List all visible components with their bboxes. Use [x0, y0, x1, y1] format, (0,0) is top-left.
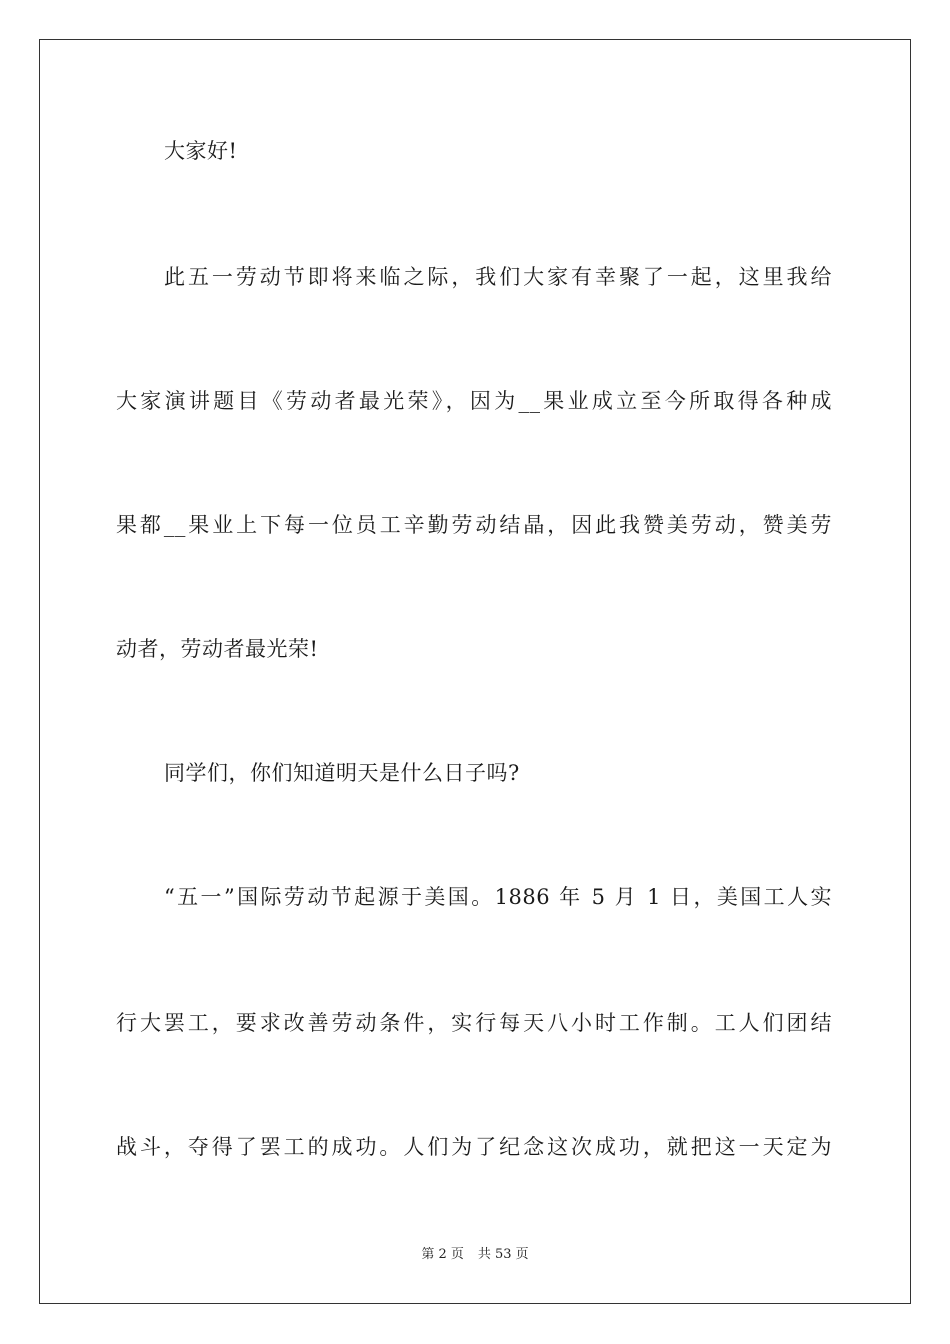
- paragraph-line: 动者，劳动者最光荣!: [116, 637, 319, 661]
- page-border: [39, 39, 911, 1304]
- paragraph-line: “五一”国际劳动节起源于美国。1886 年 5 月 1 日，美国工人实: [164, 885, 832, 909]
- paragraph-line: 战斗，夺得了罢工的成功。人们为了纪念这次成功，就把这一天定为: [116, 1135, 832, 1159]
- page-number: 第 2 页: [421, 1247, 464, 1262]
- greeting-line: 大家好!: [164, 139, 238, 163]
- paragraph-line: 大家演讲题目《劳动者最光荣》，因为__果业成立至今所取得各种成: [116, 389, 832, 413]
- page-total: 共 53 页: [477, 1247, 529, 1262]
- page-footer: [0, 1246, 950, 1264]
- paragraph-line: 行大罢工，要求改善劳动条件，实行每天八小时工作制。工人们团结: [116, 1011, 832, 1035]
- paragraph-line: 同学们，你们知道明天是什么日子吗?: [164, 761, 520, 785]
- paragraph-line: 此五一劳动节即将来临之际，我们大家有幸聚了一起，这里我给: [164, 265, 832, 289]
- paragraph-line: 果都__果业上下每一位员工辛勤劳动结晶，因此我赞美劳动，赞美劳: [116, 513, 832, 537]
